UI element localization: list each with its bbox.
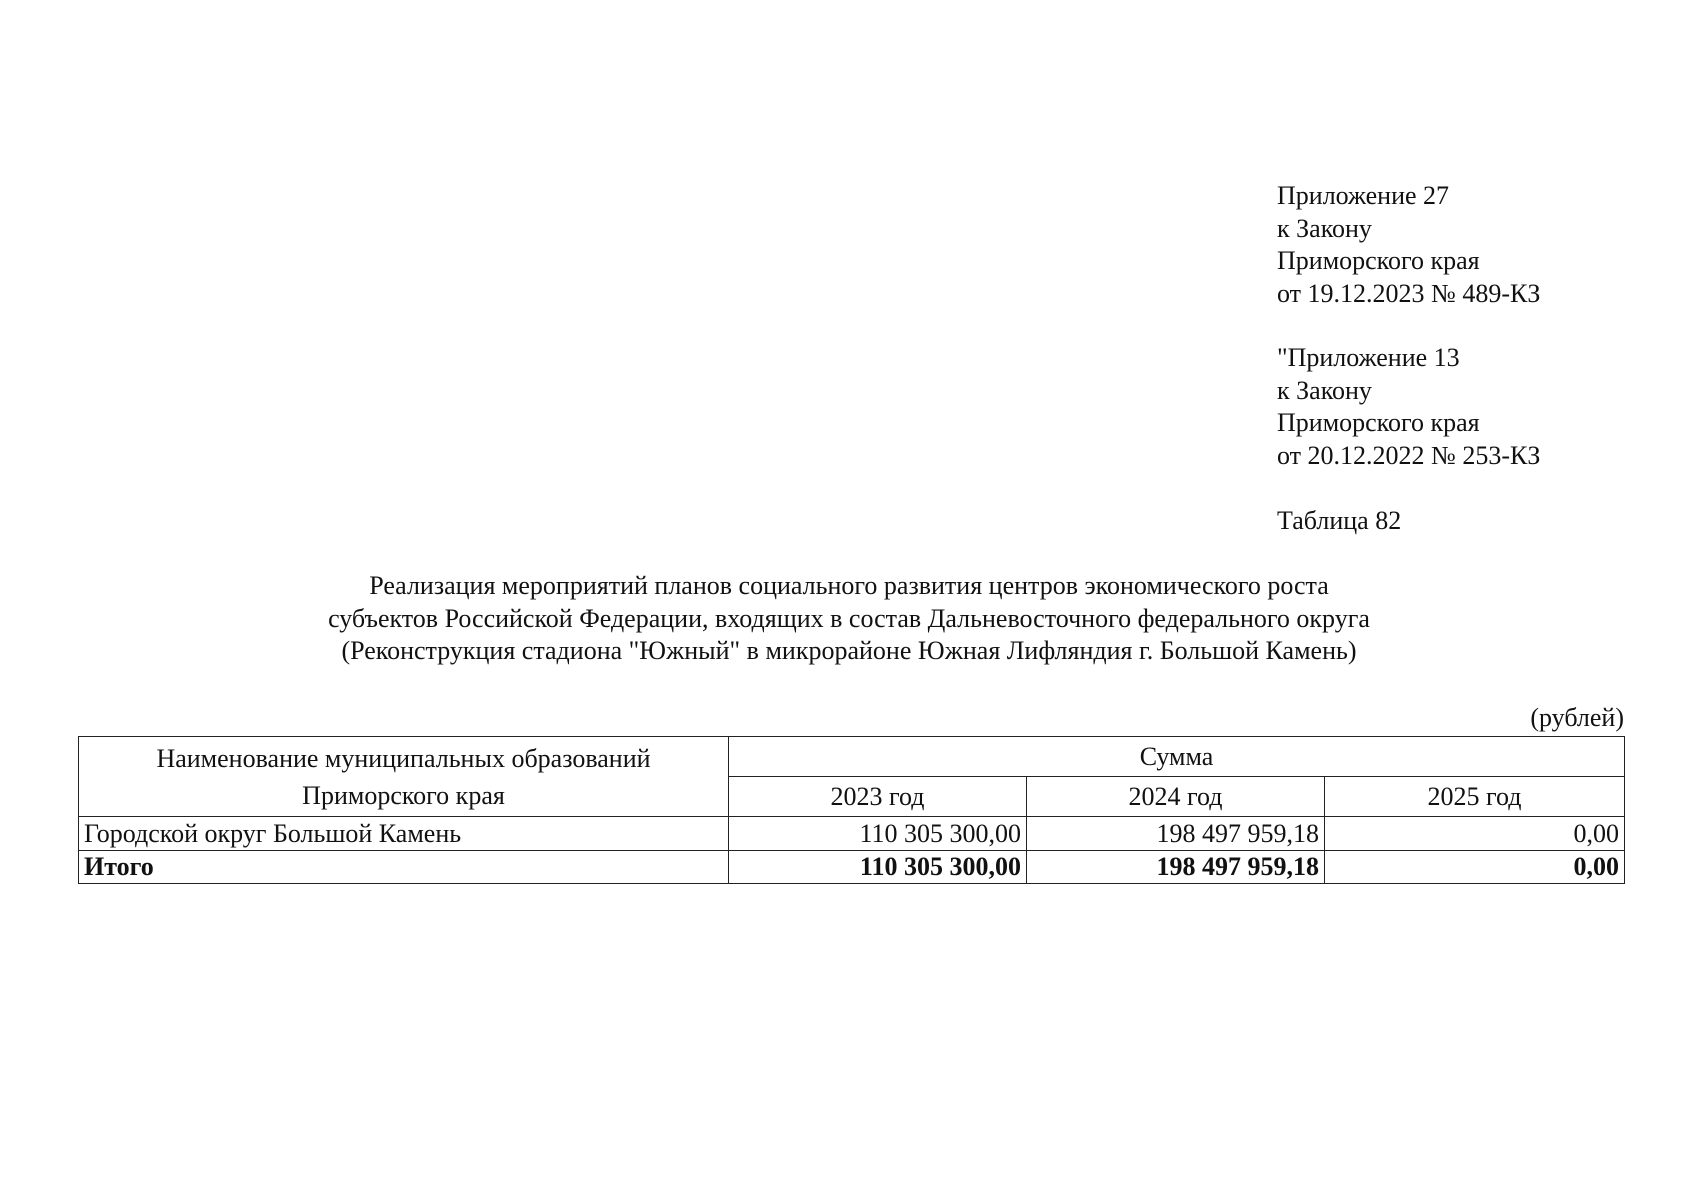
annex-reference <box>1277 180 1540 310</box>
previous-annex-reference <box>1277 342 1540 472</box>
previous-annex-line: Приморского края <box>1277 408 1480 437</box>
annex-line: от 19.12.2023 № 489-КЗ <box>1277 278 1541 308</box>
table-number: Таблица 82 <box>1277 506 1402 535</box>
previous-annex-line: "Приложение 13 <box>1277 343 1460 372</box>
units-label: (рублей) <box>1530 703 1624 732</box>
header-year-2023: 2023 год <box>729 777 1027 817</box>
previous-annex-line: к Закону <box>1277 375 1372 405</box>
document-title <box>0 570 1698 668</box>
table-total-row <box>79 851 1625 884</box>
annex-line: Приложение 27 <box>1277 181 1450 210</box>
budget-table <box>78 736 1625 884</box>
table-header-row <box>79 737 1625 777</box>
header-sum: Сумма <box>729 737 1625 777</box>
table-row <box>79 817 1625 851</box>
header-year-2024: 2024 год <box>1027 777 1325 817</box>
header-year-2025: 2025 год <box>1325 777 1625 817</box>
amount-2025: 0,00 <box>1325 817 1625 851</box>
header-municipality-line: Наименование муниципальных образований <box>156 743 651 773</box>
title-line: субъектов Российской Федерации, входящих в состав Дальневосточного федерального округа <box>328 603 1370 633</box>
header-municipality-line: Приморского края <box>302 780 505 810</box>
title-line: (Реконструкция стадиона "Южный" в микрорайоне Южная Лифляндия г. Большой Камень) <box>341 636 1357 665</box>
header-municipality <box>79 737 729 817</box>
amount-2024: 198 497 959,18 <box>1027 817 1325 851</box>
total-label: Итого <box>79 851 729 884</box>
total-2024: 198 497 959,18 <box>1027 851 1325 884</box>
annex-line: к Закону <box>1277 213 1372 243</box>
amount-2023: 110 305 300,00 <box>729 817 1027 851</box>
total-2023: 110 305 300,00 <box>729 851 1027 884</box>
annex-line: Приморского края <box>1277 246 1480 275</box>
previous-annex-line: от 20.12.2022 № 253-КЗ <box>1277 440 1541 470</box>
title-line: Реализация мероприятий планов социального развития центров экономического роста <box>369 571 1329 600</box>
municipality-name: Городской округ Большой Камень <box>79 817 729 851</box>
total-2025: 0,00 <box>1325 851 1625 884</box>
